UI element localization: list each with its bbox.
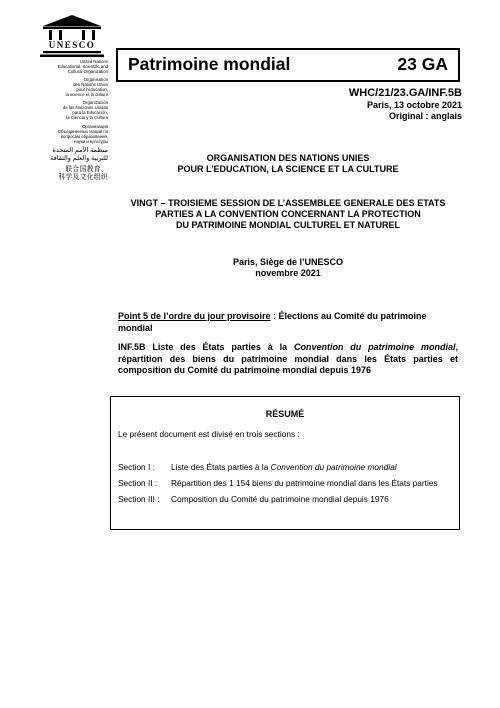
summary-intro: Le présent document est divisé en trois sections : [118, 429, 300, 439]
venue-month: novembre 2021 [255, 268, 321, 278]
org-name-arabic: منظمة الأمم المتحدة للتربية والعلم والثقافة [50, 146, 108, 162]
summary-section: Section I : Liste des États parties à la Convention du patrimoine mondial [118, 462, 397, 472]
org-name-spanish: Organización de las Naciones Unidas para la Educación, la Ciencia y la Cultura [62, 100, 108, 121]
unesco-logo [40, 14, 104, 58]
document-code: INF.5B [118, 342, 146, 352]
assembly-heading-line1: VINGT – TROISIEME SESSION DE L’ASSEMBLEE GENERALE DES ETATS [130, 198, 446, 208]
document-title: Patrimoine mondial [128, 54, 291, 74]
document-reference: WHC/21/23.GA/INF.5B [348, 87, 462, 99]
agenda-item [118, 311, 458, 334]
section-label: Section III : [118, 494, 160, 504]
agenda-item-text: : Élections au Comité du patrimoine mondial [118, 311, 427, 333]
org-name-english: United Nations Educational, Scientific and Cultural Organization [57, 59, 108, 74]
logo-lettering: UNESCO [48, 40, 96, 50]
convention-name: Convention du patrimoine mondial [293, 342, 456, 352]
org-name-chinese: 联合国教育、 科学及文化组织 [58, 165, 108, 182]
header-box [116, 48, 460, 82]
summary-box [110, 396, 460, 530]
document-date: Paris, 13 octobre 2021 [366, 100, 462, 110]
document-subject: INF.5B Liste des États parties à la Convention du patrimoine mondial, répartition des biens du patrimoine mondial dans les États parties et composition du Comité du patrimoine mondial depuis 1976 [118, 342, 458, 375]
organization-names [38, 59, 108, 186]
document-original-language: Original : anglais [388, 111, 462, 121]
assembly-heading-line3: DU PATRIMOINE MONDIAL CULTUREL ET NATUREL [176, 220, 400, 230]
summary-title: RÉSUMÉ [265, 409, 305, 419]
session-code: 23 GA [397, 54, 448, 74]
organization-heading-line2: POUR L’EDUCATION, LA SCIENCE ET LA CULTURE [177, 164, 399, 174]
section-label: Section I : [118, 462, 155, 472]
agenda-item-label: Point 5 de l’ordre du jour provisoire [118, 311, 271, 321]
section-label: Section II : [118, 478, 158, 488]
summary-section: Section II : Répartition des 1 154 biens du patrimoine mondial dans les États parties [118, 478, 438, 488]
org-name-french: Organisation des Nations Unies pour l’éducation, la science et la culture [65, 77, 108, 98]
org-name-russian: Организация Объединенных Наций по вопросам образования, науки и культуры [57, 123, 108, 144]
summary-section: Section III : Composition du Comité du patrimoine mondial depuis 1976 [118, 494, 389, 504]
assembly-heading-line2: PARTIES A LA CONVENTION CONCERNANT LA PROTECTION [155, 209, 421, 219]
organization-heading-line1: ORGANISATION DES NATIONS UNIES [206, 153, 370, 163]
venue-place: Paris, Siège de l’UNESCO [232, 257, 344, 267]
